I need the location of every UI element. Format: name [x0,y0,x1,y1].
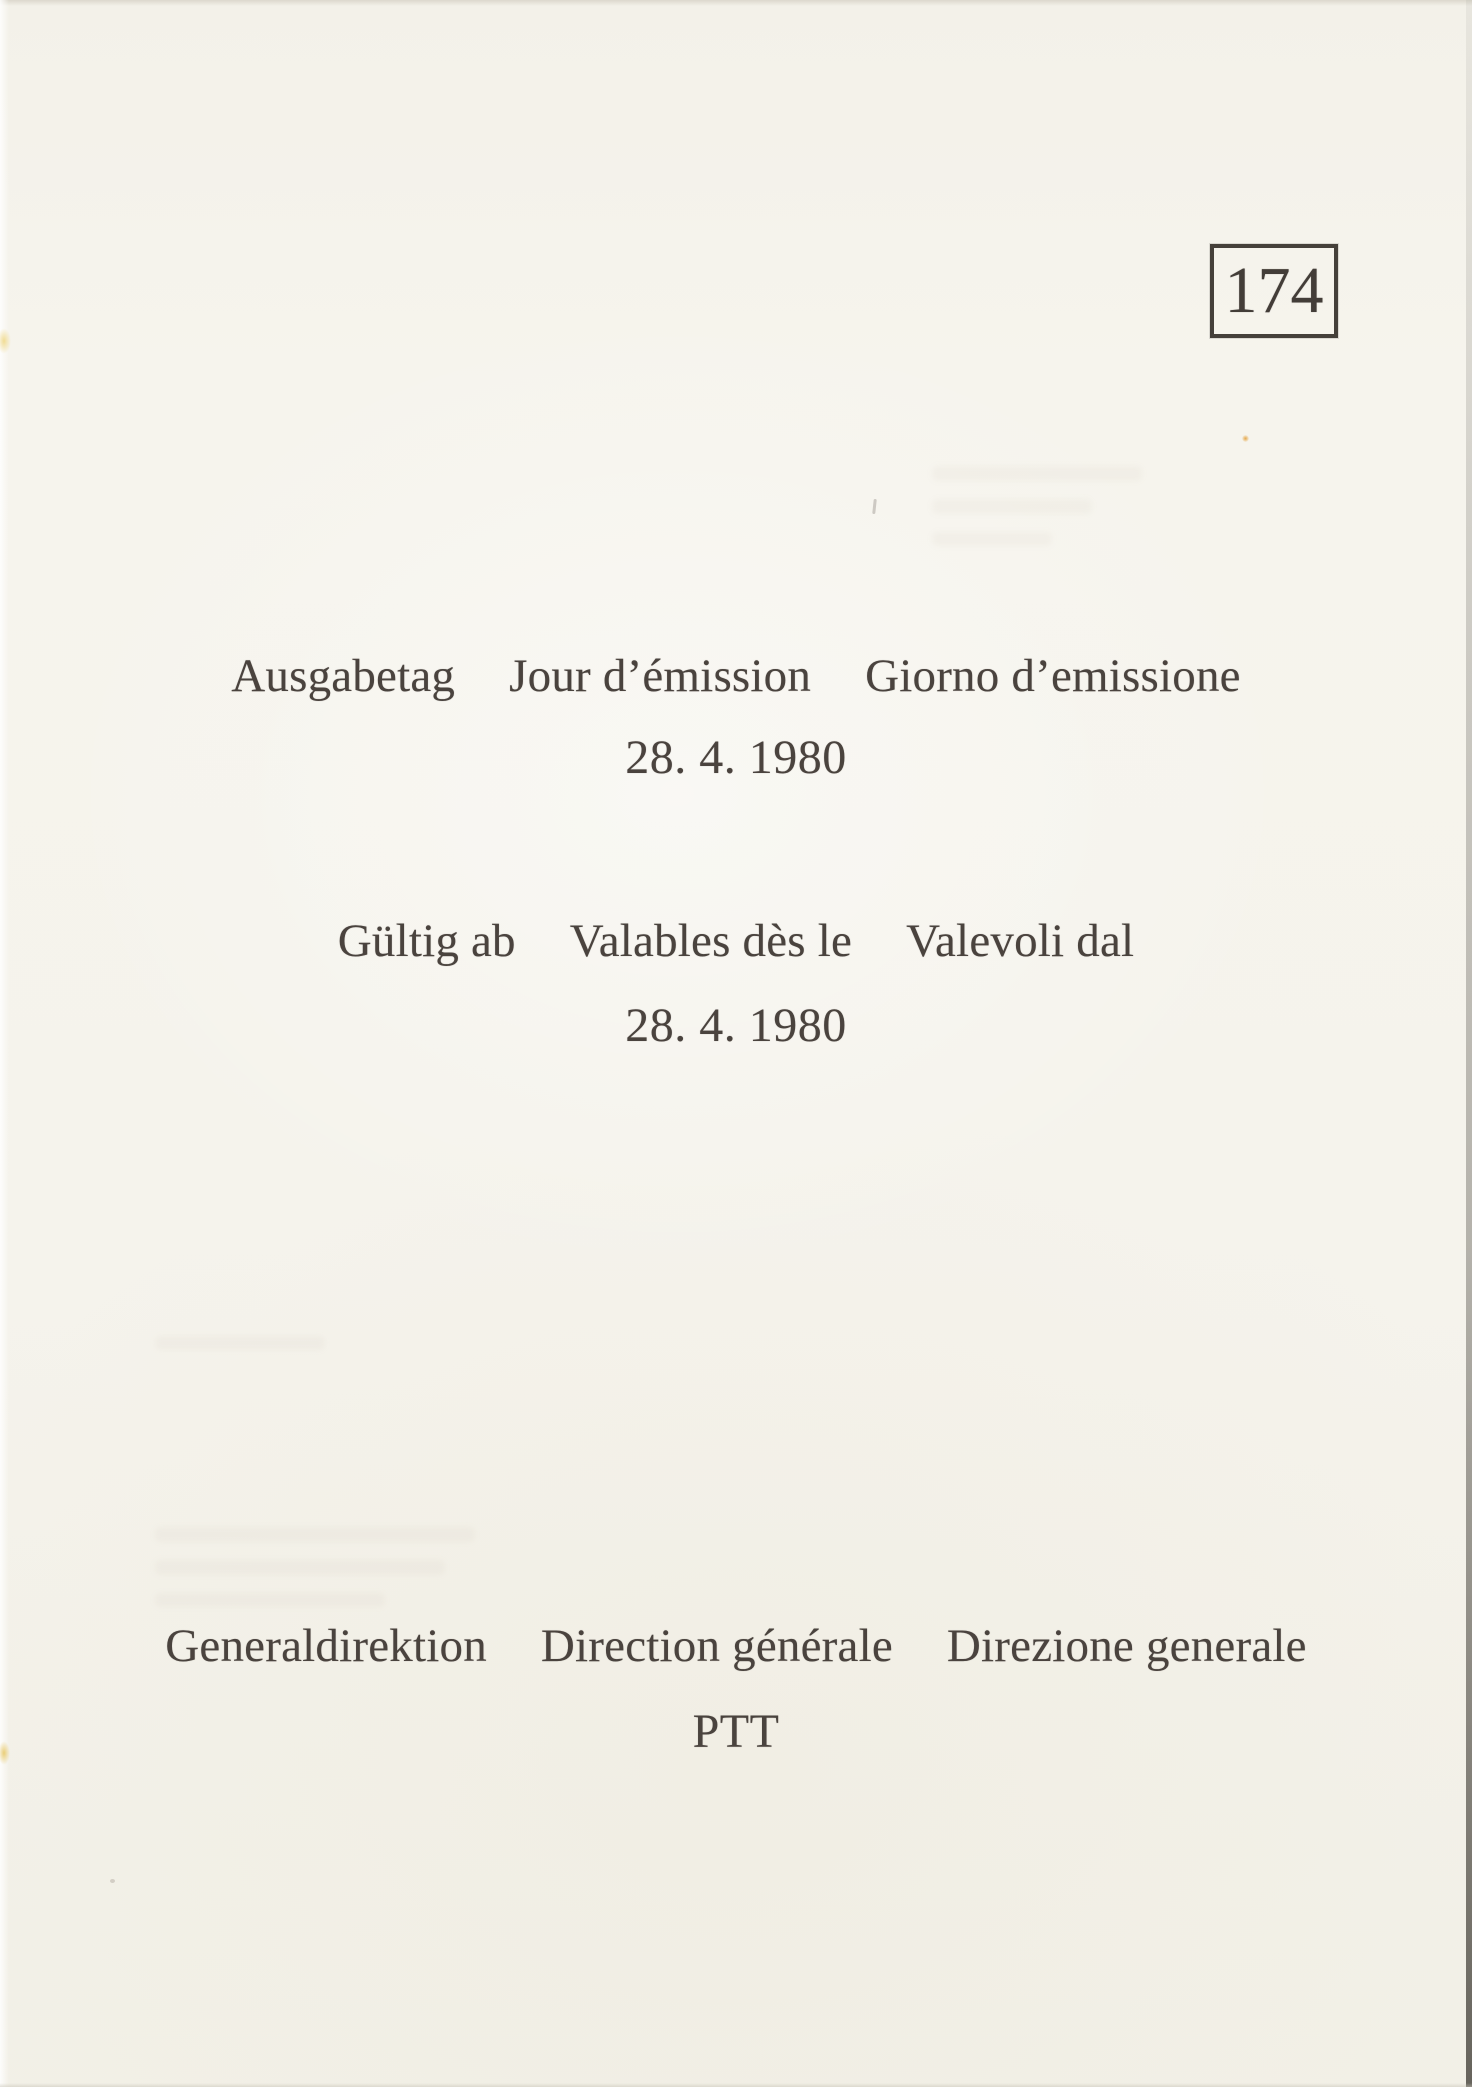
valid-from-label-de: Gültig ab [337,915,516,967]
valid-date [0,999,1472,1052]
show-through-smudge [932,532,1052,546]
show-through-smudge [155,1560,445,1575]
bulletin-number: 174 [1224,254,1324,327]
paper-speck [110,1879,115,1883]
issue-day-row [0,650,1472,702]
issuer-label-de: Generaldirektion [165,1620,487,1672]
show-through-smudge [155,1593,385,1607]
valid-from-row [0,915,1472,967]
scan-top-edge [0,0,1472,6]
paper-speck [1242,435,1249,442]
valid-date-value: 28. 4. 1980 [625,999,847,1052]
scan-bottom-edge [0,2083,1472,2087]
show-through-smudge [155,1336,325,1350]
bulletin-number-box [1210,244,1338,338]
show-through-smudge [932,466,1142,481]
issuer-abbr [0,1705,1472,1758]
issue-day-label-fr: Jour d’émission [509,650,812,702]
issue-date-value: 28. 4. 1980 [625,731,847,784]
show-through-smudge [932,499,1092,514]
paper-speck [0,328,11,354]
issuer-label-fr: Direction générale [540,1620,893,1672]
issue-date [0,731,1472,784]
issuer-abbr-value: PTT [692,1705,780,1758]
issuer-row [0,1620,1472,1672]
show-through-smudge [155,1527,475,1542]
issue-day-label-it: Giorno d’emissione [865,650,1241,702]
issue-day-label-de: Ausgabetag [231,650,456,702]
valid-from-label-fr: Valables dès le [569,915,853,967]
valid-from-label-it: Valevoli dal [906,915,1135,967]
issuer-label-it: Direzione generale [946,1620,1307,1672]
paper-fiber [872,499,877,514]
